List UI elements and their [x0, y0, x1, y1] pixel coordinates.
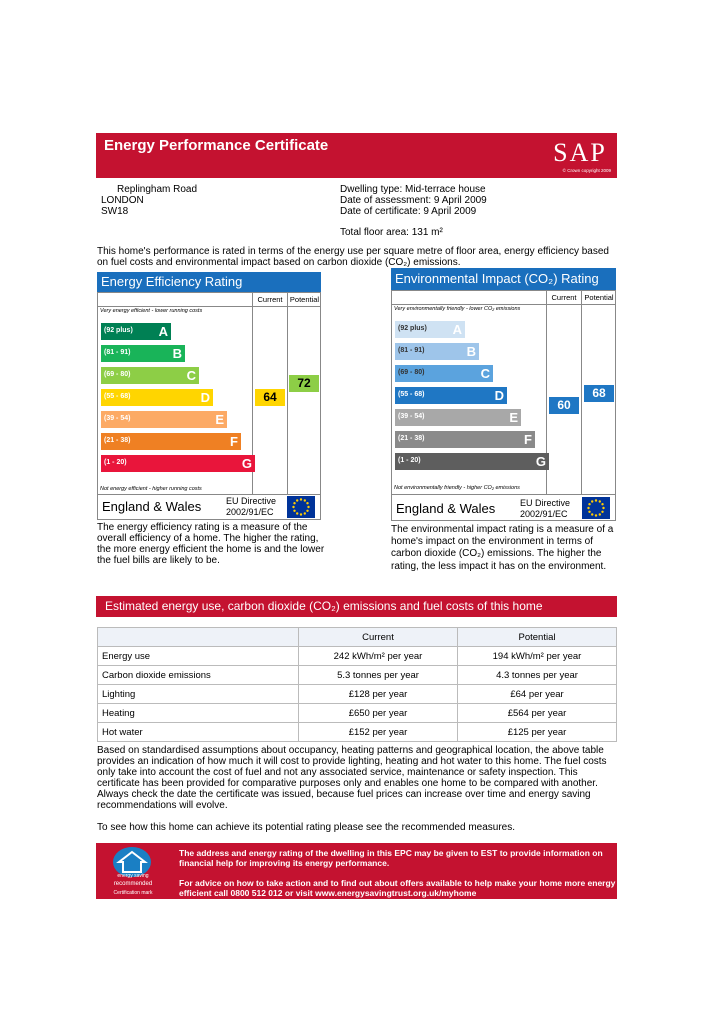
efficiency-desc-4: the fuel bills are likely to be. — [97, 555, 220, 566]
row-label: Lighting — [98, 685, 299, 704]
row-potential: £64 per year — [458, 685, 617, 704]
environmental-band-range: (21 - 38) — [398, 435, 425, 442]
date-certificate: Date of certificate: 9 April 2009 — [340, 206, 477, 217]
row-current: £650 per year — [299, 704, 458, 723]
badge-mid-text: recommended — [113, 881, 153, 887]
environmental-desc-1: The environmental impact rating is a measure of a — [391, 524, 614, 535]
assumptions-2: provides an indication of how much it will cost to provide lighting, heating and hot water to this home. The fuel costs — [97, 756, 607, 767]
table-row — [98, 685, 617, 704]
efficiency-band-b — [101, 345, 185, 362]
table-row — [98, 704, 617, 723]
efficiency-band-range: (69 - 80) — [104, 371, 131, 378]
efficiency-band-c — [101, 367, 199, 384]
efficiency-band-letter: G — [241, 456, 252, 471]
efficiency-band-g — [101, 455, 255, 472]
sap-logo-small: © Crown copyright 2009 — [562, 168, 611, 173]
footer-p2b: efficient call 0800 512 012 or visit www.energysavingtrust.org.uk/myhome — [179, 888, 477, 898]
environmental-top-note: Very environmentally friendly - lower CO₂ emissions — [394, 306, 521, 312]
efficiency-desc-2: overall efficiency of a home. The higher the rating, — [97, 533, 319, 544]
efficiency-potential-rating: 72 — [289, 375, 319, 392]
efficiency-band-range: (55 - 68) — [104, 393, 131, 400]
badge-bottom-text: Certification mark — [113, 890, 153, 896]
efficiency-region: England & Wales — [102, 499, 202, 514]
row-potential: £564 per year — [458, 704, 617, 723]
estimates-banner — [96, 596, 617, 617]
estimates-table — [97, 627, 617, 742]
efficiency-band-range: (1 - 20) — [104, 459, 127, 466]
environmental-panel — [391, 268, 616, 521]
environmental-band-range: (92 plus) — [398, 325, 427, 332]
estimates-title: Estimated energy use, carbon dioxide (CO₂) emissions and fuel costs of this home — [105, 599, 543, 613]
environmental-divider-2 — [581, 291, 582, 494]
environmental-band-c — [395, 365, 493, 382]
row-label: Energy use — [98, 647, 299, 666]
environmental-head-line — [392, 304, 615, 305]
table-header-blank — [98, 628, 299, 647]
efficiency-directive-2: 2002/91/EC — [226, 507, 274, 517]
assumptions-5: Always check the date the certificate was issued, because fuel prices can increase over time and energy saving — [97, 789, 591, 800]
environmental-current-rating: 60 — [549, 397, 579, 414]
header-banner — [96, 133, 617, 178]
efficiency-band-letter: A — [158, 324, 168, 339]
environmental-band-d — [395, 387, 507, 404]
floor-area: Total floor area: 131 m² — [340, 227, 443, 238]
environmental-potential-header: Potential — [584, 293, 614, 302]
environmental-band-letter: B — [466, 344, 476, 359]
environmental-band-range: (69 - 80) — [398, 369, 425, 376]
efficiency-band-range: (81 - 91) — [104, 349, 131, 356]
efficiency-band-letter: F — [230, 434, 238, 449]
environmental-band-range: (1 - 20) — [398, 457, 421, 464]
efficiency-band-e — [101, 411, 227, 428]
table-row — [98, 666, 617, 685]
energy-saving-badge — [100, 845, 166, 897]
table-row — [98, 723, 617, 742]
efficiency-panel — [97, 272, 321, 520]
environmental-band-a — [395, 321, 465, 338]
footer-banner — [96, 843, 617, 899]
row-potential: 194 kWh/m² per year — [458, 647, 617, 666]
environmental-desc-2: home's impact on the environment in terms of — [391, 536, 594, 547]
environmental-band-range: (39 - 54) — [398, 413, 425, 420]
row-potential: 4.3 tonnes per year — [458, 666, 617, 685]
efficiency-divider-2 — [287, 293, 288, 494]
environmental-band-letter: C — [480, 366, 490, 381]
efficiency-directive-1: EU Directive — [226, 496, 277, 506]
page-title: Energy Performance Certificate — [104, 137, 329, 154]
see-recommended: To see how this home can achieve its potential rating please see the recommended measures. — [97, 822, 516, 833]
environmental-band-letter: D — [494, 388, 504, 403]
environmental-desc-3: carbon dioxide (CO₂) emissions. The higher the — [391, 548, 602, 559]
address-line3: SW18 — [101, 206, 129, 217]
eu-flag-icon — [287, 496, 315, 518]
efficiency-desc-3: the more energy efficient the home is and the lower — [97, 544, 325, 555]
address-line2: LONDON — [101, 195, 144, 206]
sap-logo — [549, 138, 611, 176]
intro-line1: This home's performance is rated in terms of the energy use per square metre of floor area, energy efficiency based — [97, 246, 609, 257]
environmental-panel-title: Environmental Impact (CO₂) Rating — [391, 268, 616, 290]
environmental-band-letter: A — [452, 322, 462, 337]
row-label: Carbon dioxide emissions — [98, 666, 299, 685]
assumptions-6: recommendations will evolve. — [97, 800, 228, 811]
environmental-band-letter: G — [535, 454, 546, 469]
efficiency-band-letter: C — [186, 368, 196, 383]
efficiency-chart — [97, 292, 321, 520]
dwelling-type: Dwelling type: Mid-terrace house — [340, 184, 486, 195]
row-label: Hot water — [98, 723, 299, 742]
table-header-potential: Potential — [458, 628, 617, 647]
environmental-band-f — [395, 431, 535, 448]
efficiency-band-letter: D — [200, 390, 210, 405]
environmental-directive-2: 2002/91/EC — [520, 509, 568, 519]
table-header-current: Current — [299, 628, 458, 647]
badge-top-text: energy saving — [117, 873, 149, 879]
efficiency-current-rating: 64 — [255, 389, 285, 406]
efficiency-bottom-note: Not energy efficient - higher running costs — [100, 486, 202, 492]
efficiency-band-range: (39 - 54) — [104, 415, 131, 422]
environmental-bottom-note: Not environmentally friendly - higher CO₂ emissions — [394, 485, 520, 491]
table-header-row — [98, 628, 617, 647]
environmental-current-header: Current — [551, 293, 577, 302]
efficiency-band-range: (92 plus) — [104, 327, 133, 334]
row-current: £128 per year — [299, 685, 458, 704]
efficiency-potential-header: Potential — [289, 295, 320, 304]
row-current: 242 kWh/m² per year — [299, 647, 458, 666]
environmental-band-e — [395, 409, 521, 426]
row-current: 5.3 tonnes per year — [299, 666, 458, 685]
environmental-potential-rating: 68 — [584, 385, 614, 402]
environmental-chart — [391, 290, 616, 521]
footer-p2a: For advice on how to take action and to find out about offers available to help make your home more energy — [179, 878, 616, 888]
sap-logo-text: SAP — [553, 138, 607, 167]
date-assessment: Date of assessment: 9 April 2009 — [340, 195, 487, 206]
row-current: £152 per year — [299, 723, 458, 742]
environmental-directive-1: EU Directive — [520, 498, 571, 508]
row-label: Heating — [98, 704, 299, 723]
address-line1: Replingham Road — [117, 184, 198, 195]
environmental-band-range: (81 - 91) — [398, 347, 425, 354]
efficiency-head-line — [98, 306, 320, 307]
efficiency-foot-line — [98, 494, 320, 495]
efficiency-current-header: Current — [257, 295, 283, 304]
footer-p1b: financial help for improving its energy performance. — [179, 858, 390, 868]
efficiency-band-a — [101, 323, 171, 340]
environmental-band-g — [395, 453, 549, 470]
efficiency-desc-1: The energy efficiency rating is a measure of the — [97, 522, 308, 533]
footer-p1a: The address and energy rating of the dwelling in this EPC may be given to EST to provide information on — [179, 848, 603, 858]
efficiency-panel-title: Energy Efficiency Rating — [97, 272, 321, 292]
environmental-band-letter: E — [509, 410, 518, 425]
eu-flag-icon — [582, 497, 610, 519]
efficiency-top-note: Very energy efficient - lower running costs — [100, 308, 203, 314]
environmental-region: England & Wales — [396, 501, 496, 516]
table-row — [98, 647, 617, 666]
efficiency-band-d — [101, 389, 213, 406]
efficiency-band-f — [101, 433, 241, 450]
environmental-band-b — [395, 343, 479, 360]
environmental-desc-4: rating, the less impact it has on the environment. — [391, 561, 607, 572]
environmental-band-letter: F — [524, 432, 532, 447]
assumptions-4: certificate has been provided for comparative purposes only and enables one home to be compared with another. — [97, 778, 598, 789]
assumptions-1: Based on standardised assumptions about occupancy, heating patterns and geographical location, the above table — [97, 745, 604, 756]
efficiency-band-letter: E — [215, 412, 224, 427]
environmental-band-range: (55 - 68) — [398, 391, 425, 398]
efficiency-band-range: (21 - 38) — [104, 437, 131, 444]
intro-line2: on fuel costs and environmental impact based on carbon dioxide (CO₂) emissions. — [97, 257, 461, 268]
assumptions-3: only take into account the cost of fuel and not any associated service, maintenance or safety inspection. This — [97, 767, 578, 778]
row-potential: £125 per year — [458, 723, 617, 742]
efficiency-band-letter: B — [172, 346, 182, 361]
environmental-foot-line — [392, 494, 615, 495]
